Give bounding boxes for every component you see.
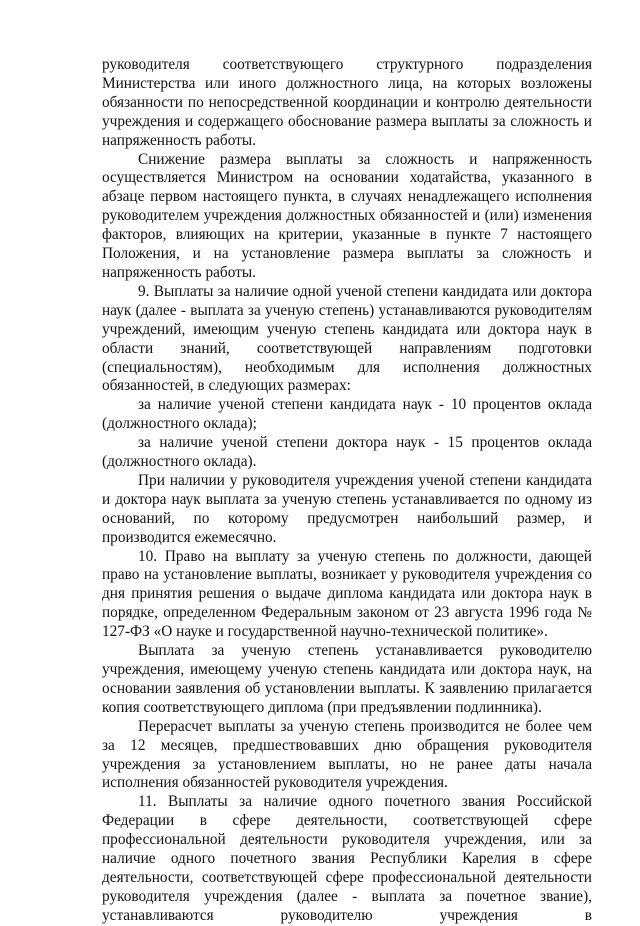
- paragraph-doctor-rate: за наличие ученой степени доктора наук - 15 процентов оклада (должностного оклада).: [102, 434, 592, 471]
- paragraph-item-11: 11. Выплаты за наличие одного почетного звания Российской Федерации в сфере деятельности, соответствующей сфере профессиональной деятельности руководителя учреждения, или за наличие одного почетного звания Республики Карелия в сфере деятельности, соответствующей сфере профессиональной деятельности руководителя учреждения (далее - выплата за почетное звание), устанавливаются руководителю учреждения в: [102, 793, 592, 924]
- document-page: [102, 56, 592, 926]
- paragraph-candidate-rate: за наличие ученой степени кандидата наук - 10 процентов оклада (должностного оклада);: [102, 396, 592, 433]
- paragraph-both-degrees: При наличии у руководителя учреждения ученой степени кандидата и доктора наук выплата за ученую степень устанавливается по одному из оснований, по которому предусмотрен наибольший размер, и производится ежемесячно.: [102, 471, 592, 546]
- paragraph-payment-established: Выплата за ученую степень устанавливается руководителю учреждения, имеющему ученую степень кандидата или доктора наук, на основании заявления об установлении выплаты. К заявлению прилагается копия соответствующего диплома (при предъявлении подлинника).: [102, 642, 592, 716]
- paragraph-continuation: руководителя соответствующего структурного подразделения Министерства или иного должностного лица, на которых возложены обязанности по непосредственной координации и контролю деятельности учреждения и содержащего обоснование размера выплаты за сложность и напряженность работы.: [102, 56, 592, 149]
- paragraph-item-10: 10. Право на выплату за ученую степень по должности, дающей право на установление выплаты, возникает у руководителя учреждения со дня принятия решения о выдаче диплома кандидата или доктора наук в порядке, определенном Федеральным законом от 23 августа 1996 года № 127-ФЗ «О науке и государственной научно-технической политике».: [102, 547, 592, 641]
- paragraph-recalculation: Перерасчет выплаты за ученую степень производится не более чем за 12 месяцев, предшествовавших дню обращения руководителя учреждения за установлением выплаты, но не ранее даты начала исполнения обязанностей руководителя учреждения.: [102, 717, 592, 792]
- paragraph-reduction: Снижение размера выплаты за сложность и напряженность осуществляется Министром на основании ходатайства, указанного в абзаце первом настоящего пункта, в случаях ненадлежащего исполнения руководителем учреждения должностных обязанностей и (или) изменения факторов, влияющих на критерии, указанные в пункте 7 настоящего Положения, и на установление размера выплаты за сложность и напряженность работы.: [102, 150, 592, 281]
- paragraph-item-9: 9. Выплаты за наличие одной ученой степени кандидата или доктора наук (далее - выплата за ученую степень) устанавливаются руководителям учреждений, имеющим ученую степень кандидата или доктора наук в области знаний, соответствующей направлениям подготовки (специальностям), необходимым для исполнения должностных обязанностей, в следующих размерах:: [102, 282, 592, 395]
